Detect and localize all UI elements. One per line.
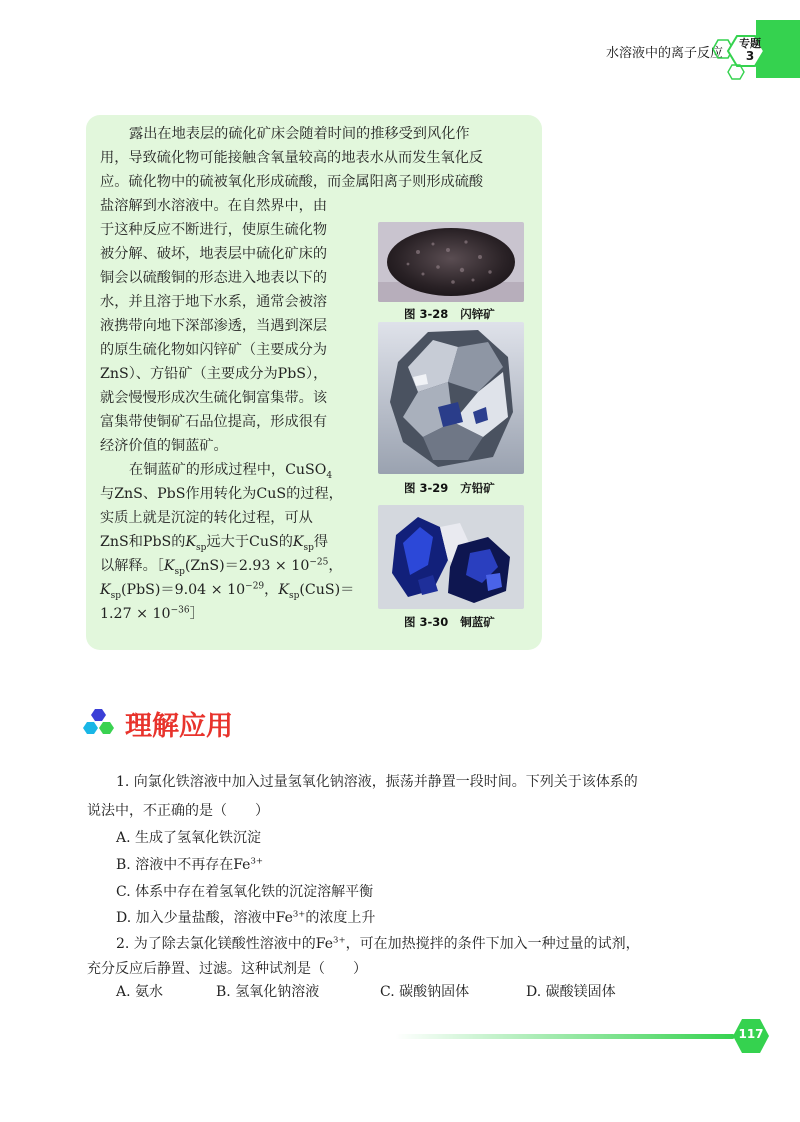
badge-label: 专题 — [739, 37, 761, 50]
reading-line: 以解释。$[K_{sp}(ZnS)=2.93 \times 10^{-25}$， — [100, 557, 343, 577]
reading-line: 于这种反应不断进行，使原生硫化物 — [100, 222, 328, 238]
question-2-text: 充分反应后静置、过滤。这种试剂是（ ） — [87, 961, 367, 977]
reading-line: 用，导致硫化物可能接触含氧量较高的地表水从而发生氧化反 — [100, 150, 484, 166]
footer-accent-line — [395, 1034, 735, 1039]
reading-line: 应。硫化物中的硫被氧化形成硫酸，而金属阳离子则形成硫酸 — [100, 174, 484, 190]
figure-caption: 图 3-30 铜蓝矿 — [404, 615, 495, 629]
figure-caption: 图 3-29 方铅矿 — [404, 481, 495, 495]
reading-line: 富集带使铜矿石品位提高，形成很有 — [100, 414, 328, 430]
section-title: 理解应用 — [125, 711, 233, 742]
figure-caption: 图 3-28 闪锌矿 — [404, 307, 495, 321]
question-1-option: D. 加入少量盐酸，溶液中$Fe^{3+}$的浓度上升 — [116, 909, 376, 926]
reading-line: 的原生硫化物如闪锌矿（主要成分为 — [100, 342, 328, 358]
chapter-badge — [733, 38, 767, 62]
question-2-text: 2. 为了除去氯化镁酸性溶液中的$Fe^{3+}$，可在加热搅拌的条件下加入一种过量的试剂， — [116, 935, 640, 952]
reading-line: ZnS）、方铅矿（主要成分为PbS）， — [100, 366, 328, 382]
question-1-option: C. 体系中存在着氢氧化铁的沉淀溶解平衡 — [116, 884, 374, 900]
question-1-text: 1. 向氯化铁溶液中加入过量氢氧化钠溶液，振荡并静置一段时间。下列关于该体系的 — [116, 774, 638, 790]
covellite-photo — [378, 505, 524, 609]
question-2-option: C. 碳酸钠固体 — [380, 984, 470, 1000]
question-2-option: D. 碳酸镁固体 — [526, 984, 616, 1000]
reading-line: $K_{sp}(PbS)=9.04 \times 10^{-29}$，$K_{sp}(CuS)=$ — [100, 581, 355, 601]
sphalerite-photo — [378, 222, 524, 302]
reading-line: 实质上就是沉淀的转化过程，可从 — [100, 510, 313, 526]
chapter-title: 水溶液中的离子反应 — [606, 46, 724, 61]
question-2-option: A. 氨水 — [116, 984, 164, 1000]
galena-photo — [378, 322, 524, 474]
reading-line: 露出在地表层的硫化矿床会随着时间的推移受到风化作 — [129, 126, 470, 142]
reading-line: 与ZnS、PbS作用转化为CuS的过程， — [100, 486, 343, 502]
question-2-option: B. 氢氧化钠溶液 — [216, 984, 320, 1000]
reading-line: 盐溶解到水溶液中。在自然界中，由 — [100, 198, 328, 214]
reading-line: 水，并且溶于地下水系，通常会被溶 — [100, 294, 328, 310]
question-1-option: A. 生成了氢氧化铁沉淀 — [116, 830, 262, 846]
hexagon-cluster-icon — [82, 708, 116, 738]
reading-line: 铜会以硫酸铜的形态进入地表以下的 — [100, 270, 328, 286]
reading-line: 经济价值的铜蓝矿。 — [100, 438, 228, 454]
reading-line: $1.27 \times 10^{-36}]$ — [100, 605, 204, 622]
question-1-option: B. 溶液中不再存在$Fe^{3+}$ — [116, 856, 263, 873]
page-number: 117 — [738, 1027, 764, 1041]
reading-line: 被分解、破坏，地表层中硫化矿床的 — [100, 246, 328, 262]
badge-number: 3 — [745, 49, 755, 63]
reading-line: 在铜蓝矿的形成过程中，CuSO$_4$ — [129, 462, 333, 481]
reading-line: ZnS和PbS的$K_{sp}$远大于CuS的$K_{sp}$得 — [100, 534, 329, 553]
question-1-text: 说法中，不正确的是（ ） — [87, 803, 269, 819]
reading-line: 就会慢慢形成次生硫化铜富集带。该 — [100, 390, 328, 406]
reading-line: 液携带向地下深部渗透，当遇到深层 — [100, 318, 328, 334]
